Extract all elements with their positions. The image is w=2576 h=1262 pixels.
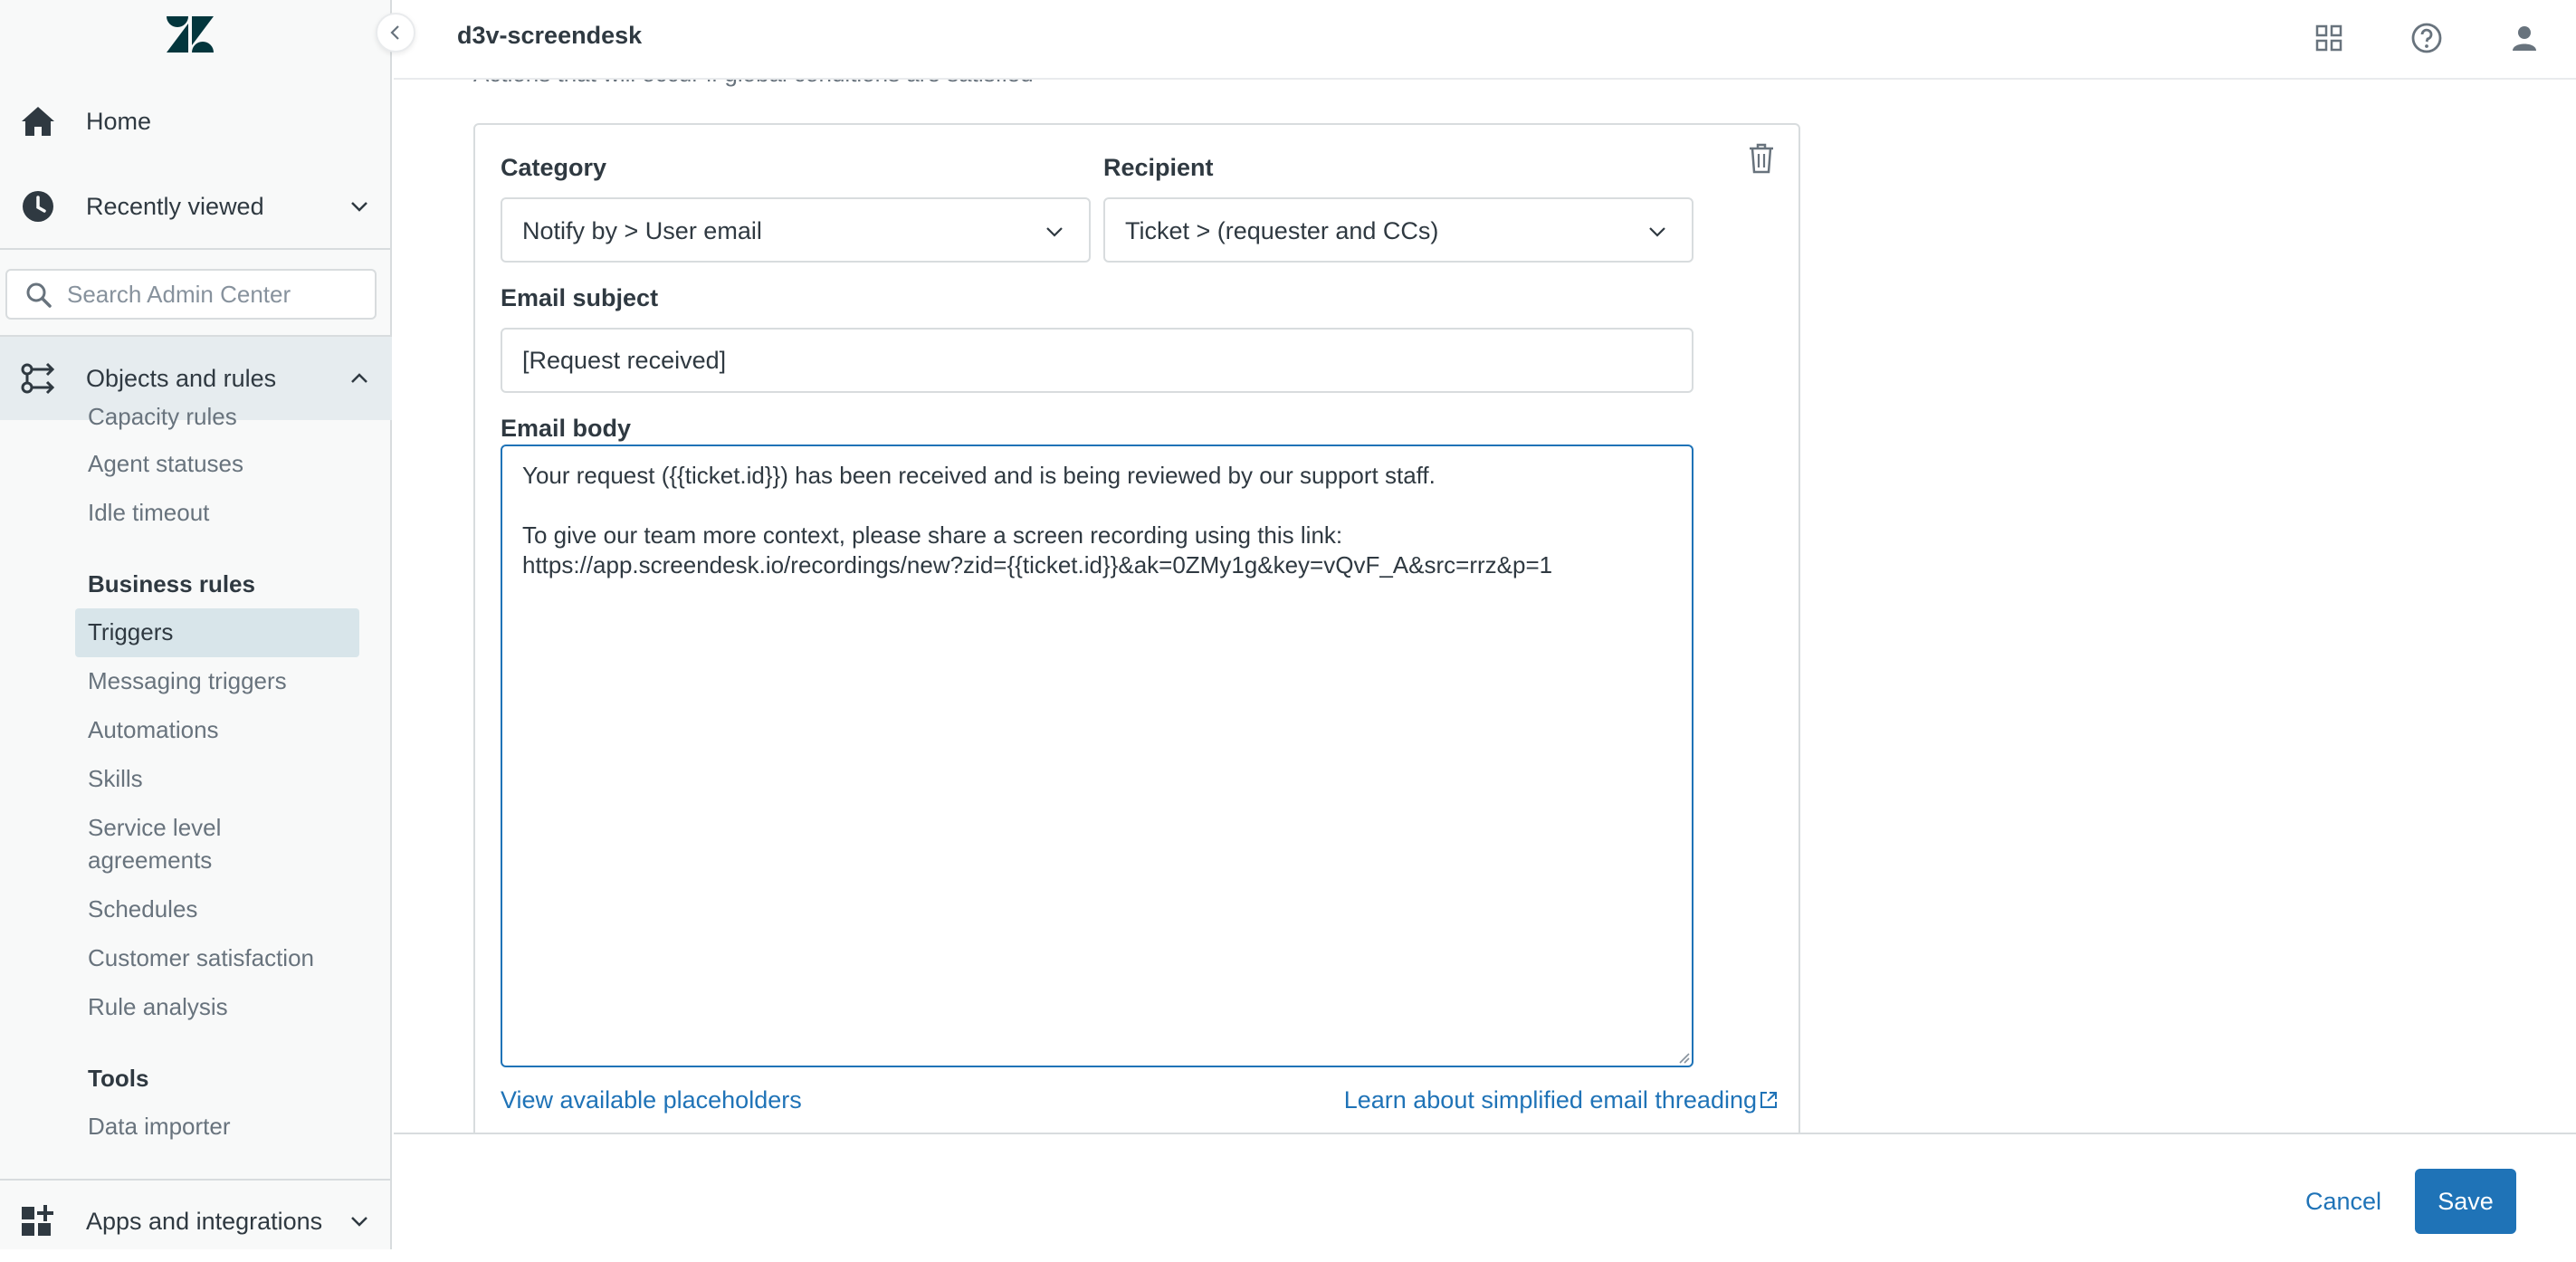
products-grid-icon[interactable] xyxy=(2311,20,2347,56)
action-card xyxy=(473,123,1800,1155)
chevron-down-icon xyxy=(1645,219,1670,244)
tools-heading: Tools xyxy=(88,1065,149,1092)
chevron-left-icon xyxy=(387,24,404,41)
email-body-line xyxy=(522,491,1672,521)
email-body-line: https://app.screendesk.io/recordings/new?zid={{ticket.id}}&ak=0ZMy1g&key=vQvF_A&src=rrz&p=1 xyxy=(522,551,1553,578)
page-title: d3v-screendesk xyxy=(457,22,643,49)
chevron-down-icon xyxy=(347,1209,372,1234)
sidebar-item-triggers[interactable]: Triggers xyxy=(88,618,174,645)
business-rules-heading: Business rules xyxy=(88,570,255,598)
view-placeholders-link[interactable]: View available placeholders xyxy=(501,1086,802,1114)
nav-home-label: Home xyxy=(86,107,152,135)
admin-search[interactable] xyxy=(5,269,377,320)
user-avatar-icon[interactable] xyxy=(2506,20,2543,56)
category-select[interactable] xyxy=(501,197,1091,263)
help-icon[interactable] xyxy=(2409,20,2445,56)
sidebar-item-capacity-rules[interactable]: Capacity rules xyxy=(88,403,237,430)
search-input[interactable] xyxy=(67,278,366,311)
recipient-value: Ticket > (requester and CCs) xyxy=(1125,217,1439,244)
nav-recently-viewed-label: Recently viewed xyxy=(86,192,264,220)
sidebar-item-customer-satisfaction[interactable]: Customer satisfaction xyxy=(88,944,314,971)
chevron-down-icon xyxy=(347,194,372,219)
sidebar-item-automations[interactable]: Automations xyxy=(88,716,219,743)
nav-home[interactable] xyxy=(0,80,392,163)
trash-icon[interactable] xyxy=(1747,142,1776,175)
email-subject-input[interactable] xyxy=(501,328,1693,393)
main-content xyxy=(394,0,2576,1133)
search-icon xyxy=(25,282,52,309)
sidebar xyxy=(0,0,392,1249)
collapse-sidebar-button[interactable] xyxy=(376,13,415,53)
email-body-line: Your request ({{ticket.id}}) has been received and is being reviewed by our support staff. xyxy=(522,462,1436,489)
top-header xyxy=(394,0,2576,80)
sidebar-item-messaging-triggers[interactable]: Messaging triggers xyxy=(88,667,287,694)
email-body-label: Email body xyxy=(501,415,632,442)
sidebar-item-idle-timeout[interactable]: Idle timeout xyxy=(88,499,210,526)
sidebar-divider xyxy=(0,248,392,250)
nav-recently-viewed[interactable] xyxy=(0,165,392,248)
sidebar-item-service-level-agreements[interactable]: Service level agreements xyxy=(88,814,222,874)
zendesk-logo[interactable] xyxy=(167,16,214,53)
nav-apps-label: Apps and integrations xyxy=(86,1207,323,1235)
sidebar-item-rule-analysis[interactable]: Rule analysis xyxy=(88,993,228,1020)
sidebar-submenu xyxy=(0,403,392,1181)
resize-handle-icon[interactable] xyxy=(1675,1049,1690,1064)
objects-rules-icon xyxy=(18,359,58,398)
clock-icon xyxy=(18,186,58,226)
nav-apps-and-integrations[interactable] xyxy=(0,1181,392,1262)
sidebar-item-agent-statuses[interactable]: Agent statuses xyxy=(88,450,243,477)
cancel-button[interactable]: Cancel xyxy=(2271,1169,2416,1234)
email-threading-link[interactable]: Learn about simplified email threading xyxy=(1343,1086,1757,1114)
email-body-textarea[interactable] xyxy=(501,445,1693,1067)
email-subject-label: Email subject xyxy=(501,284,659,311)
nav-objects-and-rules-label: Objects and rules xyxy=(86,364,277,392)
category-value: Notify by > User email xyxy=(522,217,762,244)
chevron-down-icon xyxy=(1042,219,1067,244)
sidebar-item-schedules[interactable]: Schedules xyxy=(88,895,198,923)
home-icon xyxy=(18,101,58,141)
recipient-label: Recipient xyxy=(1103,154,1214,181)
sidebar-item-data-importer[interactable]: Data importer xyxy=(88,1113,231,1140)
recipient-select[interactable] xyxy=(1103,197,1693,263)
action-footer xyxy=(394,1133,2576,1249)
email-body-line: To give our team more context, please share a screen recording using this link: xyxy=(522,521,1343,549)
apps-icon xyxy=(18,1201,58,1241)
save-button[interactable]: Save xyxy=(2415,1169,2516,1234)
external-link-icon xyxy=(1759,1090,1779,1110)
sidebar-item-skills[interactable]: Skills xyxy=(88,765,143,792)
category-label: Category xyxy=(501,154,607,181)
chevron-up-icon xyxy=(347,366,372,391)
